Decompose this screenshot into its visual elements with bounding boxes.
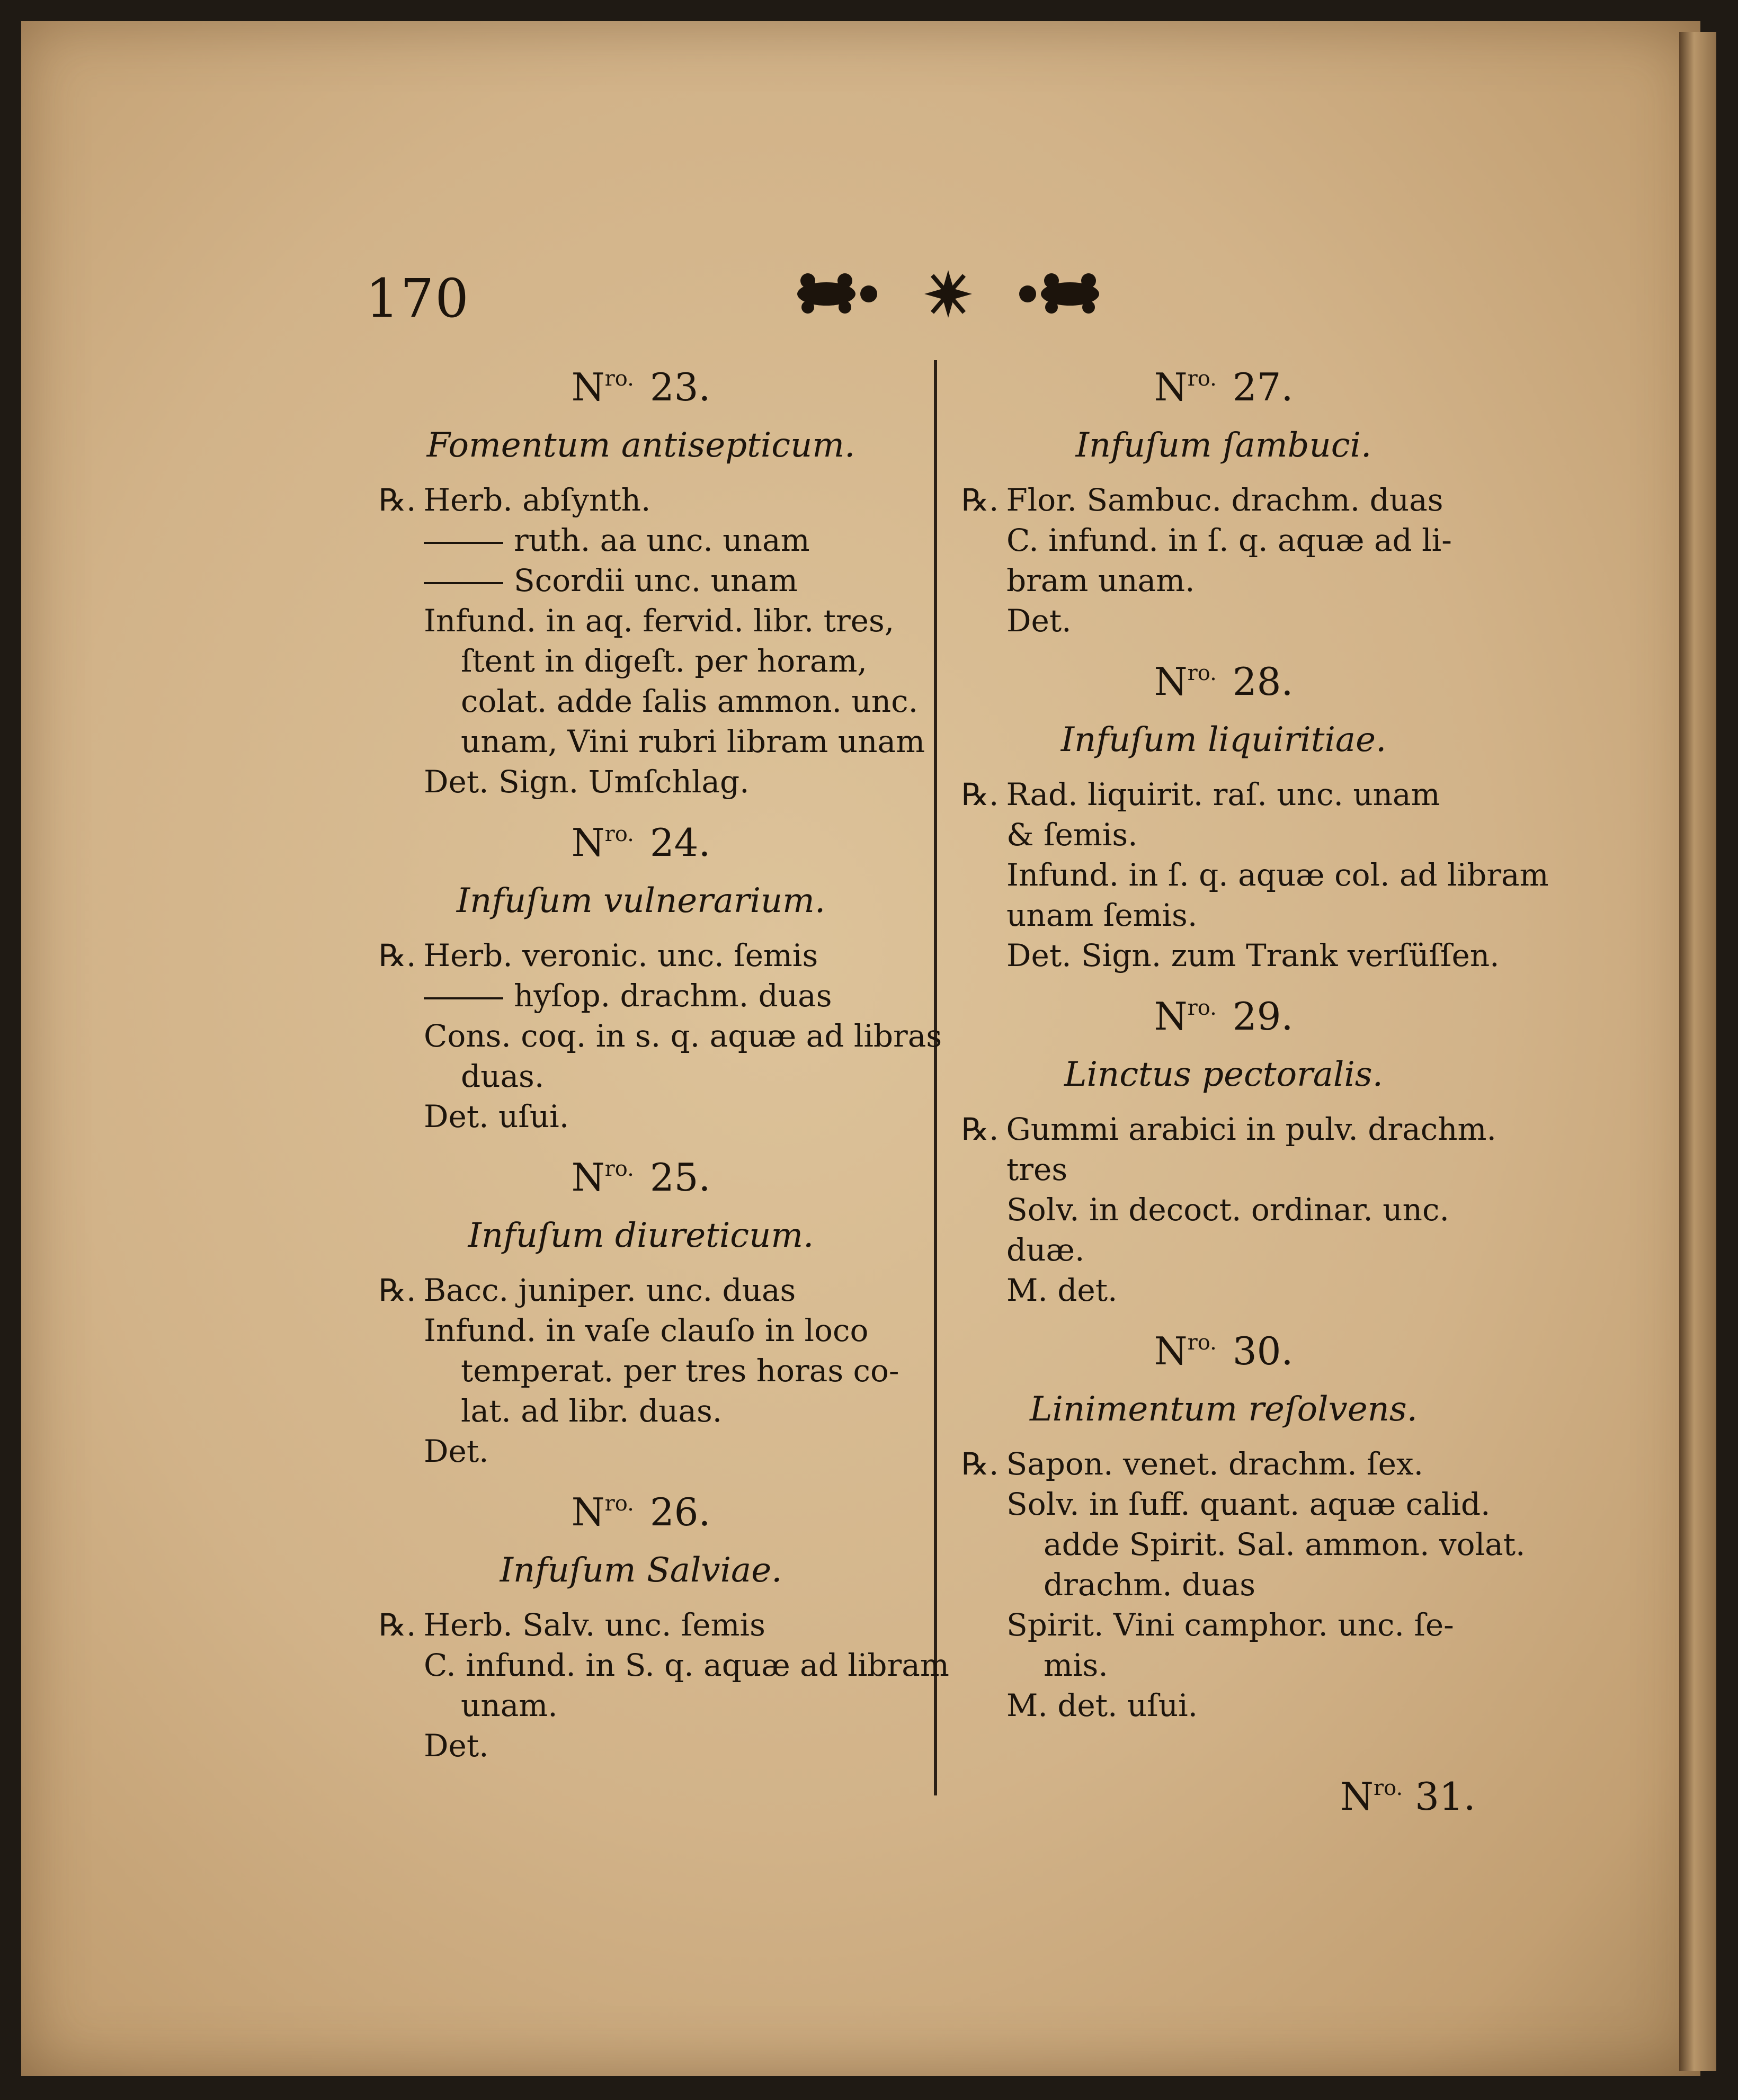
recipe-symbol: ℞. <box>379 482 416 518</box>
recipe-line <box>366 1645 949 1685</box>
recipe-line <box>948 815 1499 855</box>
recipe-line <box>948 520 1499 560</box>
recipe-line-text: adde Spirit. Sal. ammon. volat. <box>1044 1526 1526 1562</box>
recipe-line <box>948 601 1499 641</box>
recipe-number <box>366 350 916 416</box>
recipe-line <box>366 1270 916 1310</box>
next-page-edge <box>1679 32 1716 2071</box>
recipe-number <box>948 979 1499 1045</box>
recipe-line <box>366 1726 916 1766</box>
recipe-line-text: colat. adde ſalis ammon. unc. <box>461 683 919 719</box>
recipe-line <box>366 560 916 601</box>
recipe-line <box>948 855 1549 895</box>
recipe-line-text: lat. ad libr. duas. <box>461 1393 723 1429</box>
column-divider <box>934 360 937 1795</box>
recipe-number-sup: ro. <box>604 822 634 846</box>
recipe-symbol: ℞. <box>379 937 416 973</box>
recipe-line <box>366 1605 916 1645</box>
recipe-line <box>366 1310 916 1351</box>
recipe-number-label: N <box>571 365 605 409</box>
recipe-number <box>948 644 1499 711</box>
recipe-number-value: 28. <box>1232 659 1294 704</box>
recipe-line <box>948 1645 1499 1685</box>
recipe-number-label: N <box>1154 365 1188 409</box>
recipe-line <box>366 681 919 721</box>
recipe-line-text: Det. <box>424 1433 489 1469</box>
recipe-block <box>948 350 1499 641</box>
recipe-number-value: 25. <box>649 1155 711 1200</box>
recipe-symbol: ℞. <box>961 776 999 812</box>
recipe-line-text: Herb. veronic. unc. ſemis <box>423 937 818 973</box>
recipe-number-sup: ro. <box>1187 996 1217 1020</box>
recipe-number-value: 30. <box>1232 1329 1294 1373</box>
page-number: 170 <box>366 267 470 329</box>
recipe-line <box>948 1605 1499 1645</box>
recipe-line <box>948 1190 1499 1230</box>
recipe-line-text: drachm. duas <box>1044 1567 1255 1603</box>
recipe-line-text: Herb. Salv. unc. ſemis <box>423 1607 765 1643</box>
recipe-line-text: Herb. abſynth. <box>423 482 651 518</box>
recipe-line <box>948 1565 1499 1605</box>
recipe-symbol: ℞. <box>961 1446 999 1482</box>
recipe-line <box>948 1444 1499 1484</box>
recipe-line-text: Infund. in vaſe clauſo in loco <box>424 1312 869 1348</box>
recipe-title: Infuſum ſambuci. <box>1075 426 1372 465</box>
recipe-line <box>366 601 916 641</box>
recipe-line-text: C. infund. in ſ. q. aquæ ad li- <box>1006 522 1452 558</box>
recipe-line <box>948 774 1499 815</box>
recipe-line <box>366 1351 916 1391</box>
recipe-number-sup: ro. <box>1187 661 1217 685</box>
recipe-number-value: 29. <box>1232 994 1294 1039</box>
recipe-line-text: unam. <box>461 1687 558 1723</box>
recipe-number <box>948 350 1499 416</box>
recipe-line <box>948 1270 1499 1310</box>
recipe-number-value: 26. <box>649 1490 711 1534</box>
recipe-title: Infuſum Salviae. <box>500 1551 782 1590</box>
recipe-line <box>948 895 1499 935</box>
ornament-icon <box>789 262 1107 326</box>
recipe-number-sup: ro. <box>604 367 634 391</box>
recipe-title: Fomentum antisepticum. <box>426 426 855 465</box>
recipe-line-text: Solv. in ſuff. quant. aquæ calid. <box>1006 1486 1491 1522</box>
right-column <box>948 350 1549 1729</box>
recipe-line <box>366 641 916 681</box>
recipe-line-text: Flor. Sambuc. drachm. duas <box>1006 482 1443 518</box>
recipe-line-text: tres <box>1006 1151 1068 1187</box>
recipe-line-text: ſtent in digeſt. per horam, <box>461 643 867 679</box>
recipe-line <box>948 935 1499 976</box>
recipe-line <box>948 1685 1499 1726</box>
recipe-symbol: ℞. <box>379 1607 416 1643</box>
recipe-line <box>366 935 916 976</box>
recipe-title: Linctus pectoralis. <box>1064 1055 1383 1094</box>
recipe-line-text: Infund. in ſ. q. aquæ col. ad libram <box>1006 857 1549 893</box>
recipe-line <box>366 520 916 560</box>
recipe-block <box>366 1475 949 1766</box>
recipe-symbol: ℞. <box>961 1111 999 1147</box>
recipe-line-text: M. det. uſui. <box>1006 1687 1198 1723</box>
recipe-line-text: Infund. in aq. fervid. libr. tres, <box>424 603 895 639</box>
recipe-symbol: ℞. <box>379 1272 416 1308</box>
recipe-line <box>366 1685 916 1726</box>
recipe-number-sup: ro. <box>604 1157 634 1181</box>
recipe-line <box>366 1056 916 1096</box>
recipe-number <box>366 1475 916 1541</box>
recipe-line-text: duæ. <box>1006 1232 1085 1268</box>
recipe-line-text: Det. Sign. Umſchlag. <box>424 764 750 800</box>
recipe-number-label: N <box>1154 659 1188 704</box>
recipe-line <box>948 1524 1526 1565</box>
recipe-title: Infuſum liquiritiae. <box>1060 720 1387 759</box>
recipe-number-label: N <box>571 1490 605 1534</box>
catchword <box>1340 1774 1476 1819</box>
recipe-line <box>366 721 925 762</box>
recipe-number-label: N <box>1154 994 1188 1039</box>
recipe-line <box>948 1149 1499 1190</box>
recipe-block <box>366 350 925 802</box>
recipe-block <box>948 979 1499 1310</box>
left-column <box>366 350 949 1769</box>
recipe-line <box>366 1096 916 1137</box>
recipe-line-text: Cons. coq. in s. q. aquæ ad libras <box>424 1018 942 1054</box>
recipe-number-sup: ro. <box>604 1491 634 1516</box>
recipe-line <box>366 1431 916 1471</box>
recipe-line-text: duas. <box>461 1058 545 1094</box>
recipe-line-text: & ſemis. <box>1006 817 1138 853</box>
recipe-line-text: C. infund. in S. q. aquæ ad libram <box>424 1647 949 1683</box>
catchword-number: 31. <box>1415 1774 1476 1819</box>
recipe-line <box>366 976 916 1016</box>
recipe-number <box>366 1140 916 1207</box>
recipe-line-text: Det. <box>424 1728 489 1764</box>
recipe-line-text: ruth. aa unc. unam <box>514 522 810 558</box>
recipe-title: Infuſum diureticum. <box>468 1216 814 1255</box>
recipe-title: Infuſum vulnerarium. <box>456 881 826 921</box>
recipe-number-value: 24. <box>649 820 711 865</box>
recipe-number-sup: ro. <box>1187 1330 1217 1355</box>
recipe-line-text: Gummi arabici in pulv. drachm. <box>1006 1111 1496 1147</box>
recipe-line <box>366 1391 916 1431</box>
recipe-title: Linimentum reſolvens. <box>1030 1390 1418 1429</box>
recipe-block <box>366 1140 916 1471</box>
recipe-line <box>366 1016 942 1056</box>
recipe-line-text: unam, Vini rubri libram unam <box>461 723 925 759</box>
recipe-line-text: Scordii unc. unam <box>514 562 798 598</box>
recipe-line-text: mis. <box>1044 1647 1108 1683</box>
recipe-line-text: Bacc. juniper. unc. duas <box>423 1272 796 1308</box>
recipe-line-text: hyſop. drachm. duas <box>514 978 832 1014</box>
recipe-block <box>948 1313 1526 1726</box>
recipe-line <box>948 1230 1499 1270</box>
recipe-line <box>948 1109 1499 1149</box>
catchword-sup: ro. <box>1374 1776 1403 1800</box>
recipe-line-text: Det. <box>1006 603 1072 639</box>
recipe-number-value: 27. <box>1232 365 1294 409</box>
recipe-line-text: Spirit. Vini camphor. unc. ſe- <box>1006 1607 1454 1643</box>
recipe-number <box>366 805 916 872</box>
book-page <box>21 21 1700 2076</box>
recipe-line <box>366 762 916 802</box>
recipe-line <box>948 1484 1499 1524</box>
catchword-label: N <box>1340 1774 1374 1819</box>
recipe-line-text: Solv. in decoct. ordinar. unc. <box>1006 1192 1449 1228</box>
recipe-line-text: Det. uſui. <box>424 1098 569 1134</box>
recipe-number-value: 23. <box>649 365 711 409</box>
recipe-block <box>366 805 942 1137</box>
recipe-line <box>948 560 1499 601</box>
recipe-line-text: temperat. per tres horas co- <box>461 1353 899 1389</box>
recipe-number <box>948 1313 1499 1380</box>
recipe-line-text: unam ſemis. <box>1006 897 1198 933</box>
recipe-line-text: M. det. <box>1006 1272 1118 1308</box>
recipe-number-sup: ro. <box>1187 367 1217 391</box>
recipe-line <box>948 480 1499 520</box>
recipe-number-label: N <box>1154 1329 1188 1373</box>
recipe-line-text: Rad. liquirit. raſ. unc. unam <box>1006 776 1440 812</box>
recipe-line-text: Det. Sign. zum Trank verſüſſen. <box>1006 937 1500 973</box>
recipe-number-label: N <box>571 820 605 865</box>
recipe-symbol: ℞. <box>961 482 999 518</box>
recipe-line-text: bram unam. <box>1006 562 1195 598</box>
recipe-block <box>948 644 1549 976</box>
recipe-number-label: N <box>571 1155 605 1200</box>
recipe-line-text: Sapon. venet. drachm. ſex. <box>1006 1446 1424 1482</box>
recipe-line <box>366 480 916 520</box>
